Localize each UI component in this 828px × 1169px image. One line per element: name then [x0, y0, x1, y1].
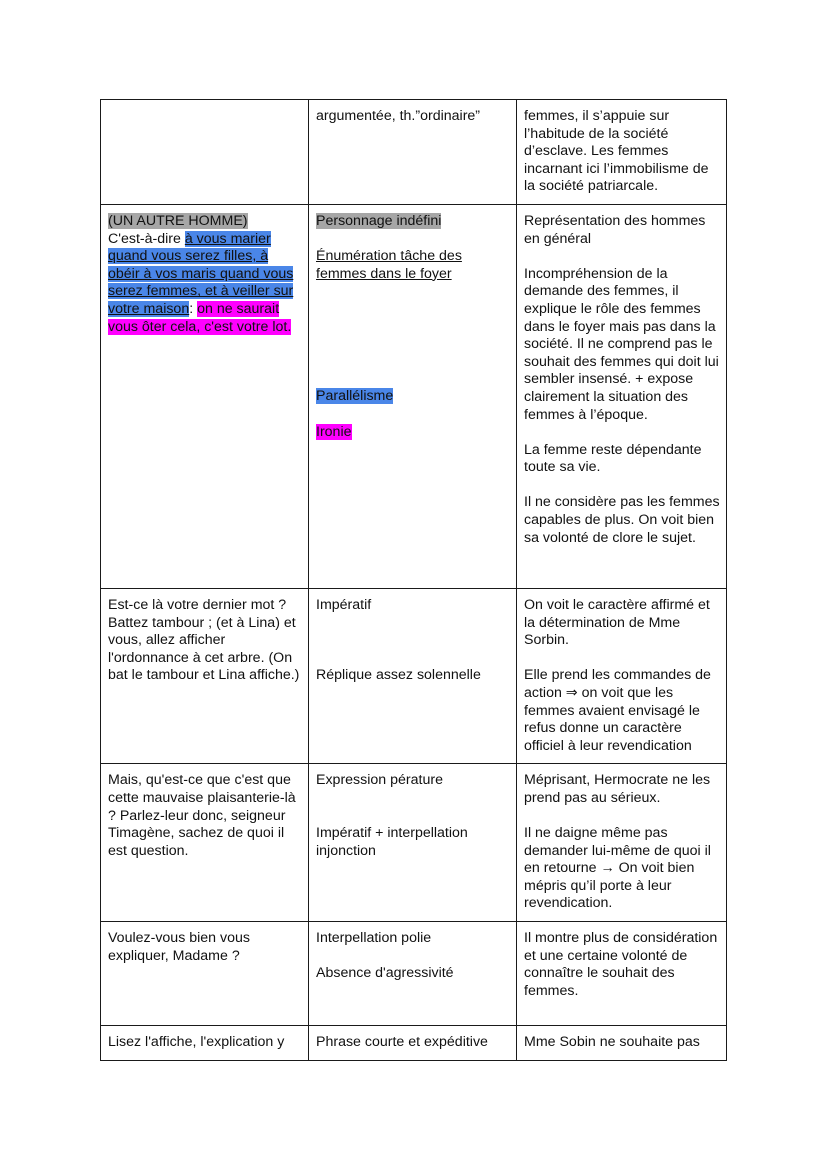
text-cell [101, 204, 309, 588]
device-cell [309, 100, 517, 205]
text-cell [101, 764, 309, 922]
comment-text: Il ne considère pas les femmes capables de plus. On voit bien sa volonté de clore le sujet. [524, 494, 720, 546]
device-text: Impératif + interpellation injonction [316, 824, 468, 859]
comment-text: Représentation des hommes en général [524, 212, 706, 247]
device-text: Parallélisme [316, 388, 394, 405]
device-text: Phrase courte et expéditive [316, 1034, 488, 1051]
text-cell [101, 588, 309, 763]
comment-text: Incompréhension de la demande des femmes, il explique le rôle des femmes dans le foyer mais pas dans la société. Il ne comprend pas le souhait des femmes qui doit lui sembler insensé. + expose clairement la situation des femmes à l’époque. [524, 265, 719, 423]
quote-separator: : [189, 300, 198, 317]
quote-text: Mais, qu'est-ce que c'est que cette mauvaise plaisanterie-là ? Parlez-leur donc, seigneur Timagène, sachez de quoi il est question. [108, 772, 296, 859]
device-cell [309, 1026, 517, 1061]
quote-text: Voulez-vous bien vous expliquer, Madame ? [108, 930, 250, 964]
device-text: Expression pérature [316, 772, 443, 789]
device-text: Interpellation polie [316, 930, 432, 947]
device-cell [309, 204, 517, 588]
comment-text: Méprisant, Hermocrate ne les prend pas au sérieux. [524, 772, 711, 806]
quote-intro: C'est-à-dire [108, 230, 185, 247]
device-cell [309, 922, 517, 1026]
table-row [101, 100, 727, 205]
comment-text: On voit le caractère affirmé et la détermination de Mme Sorbin. [524, 596, 710, 649]
device-text: Réplique assez solennelle [316, 666, 481, 683]
quote-text: Lisez l'affiche, l'explication y [108, 1034, 285, 1051]
comment-cell [517, 764, 727, 922]
comment-text: Il ne daigne même pas demander lui-même de quoi il en retourne → On voit bien mépris qu’il porte à leur revendication. [524, 825, 711, 912]
device-text: Absence d'agressivité [316, 965, 454, 982]
text-cell [101, 1026, 309, 1061]
device-cell [309, 588, 517, 763]
device-cell [309, 764, 517, 922]
table-row [101, 588, 727, 763]
comment-cell [517, 204, 727, 588]
comment-text: femmes, il s’appuie sur l’habitude de la société d’esclave. Les femmes incarnant ici l’immobilisme de la société patriarcale. [524, 108, 709, 195]
device-text: Ironie [316, 423, 352, 440]
comment-text: Mme Sobin ne souhaite pas [524, 1034, 700, 1051]
table-row [101, 764, 727, 922]
comment-cell [517, 100, 727, 205]
comment-cell [517, 588, 727, 763]
device-text: Personnage indéfini [316, 212, 442, 229]
device-text: argumentée, th.”ordinaire” [316, 108, 481, 124]
device-text: Impératif [316, 596, 372, 613]
text-cell [101, 100, 309, 205]
device-text: Énumération tâche des femmes dans le foyer [316, 248, 462, 282]
comment-cell [517, 1026, 727, 1061]
irony-highlight: on ne saurait vous ôter cela, c'est votre lot. [108, 300, 292, 335]
quote-text: Est-ce là votre dernier mot ? Battez tambour ; (et à Lina) et vous, allez afficher l'ordonnance à cet arbre. (On bat le tambour et Lina affiche.) [108, 596, 300, 684]
table-row [101, 204, 727, 588]
analysis-table [100, 99, 727, 1061]
comment-text: La femme reste dépendante toute sa vie. [524, 441, 702, 476]
parallelism-highlight: à vous marier quand vous serez filles, à obéir à vos maris quand vous serez femmes, et à veiller sur votre maison [108, 230, 294, 317]
quote-text [108, 213, 302, 336]
comment-text: Il montre plus de considération et une certaine volonté de connaître le souhait des femmes. [524, 930, 718, 999]
speaker-label: (UN AUTRE HOMME) [108, 212, 248, 229]
text-cell [101, 922, 309, 1026]
comment-cell [517, 922, 727, 1026]
table-row [101, 922, 727, 1026]
table-row [101, 1026, 727, 1061]
comment-text: Elle prend les commandes de action ⇒ on voit que les femmes avaient envisagé le refus donne un caractère officiel à leur revendication [524, 667, 711, 754]
